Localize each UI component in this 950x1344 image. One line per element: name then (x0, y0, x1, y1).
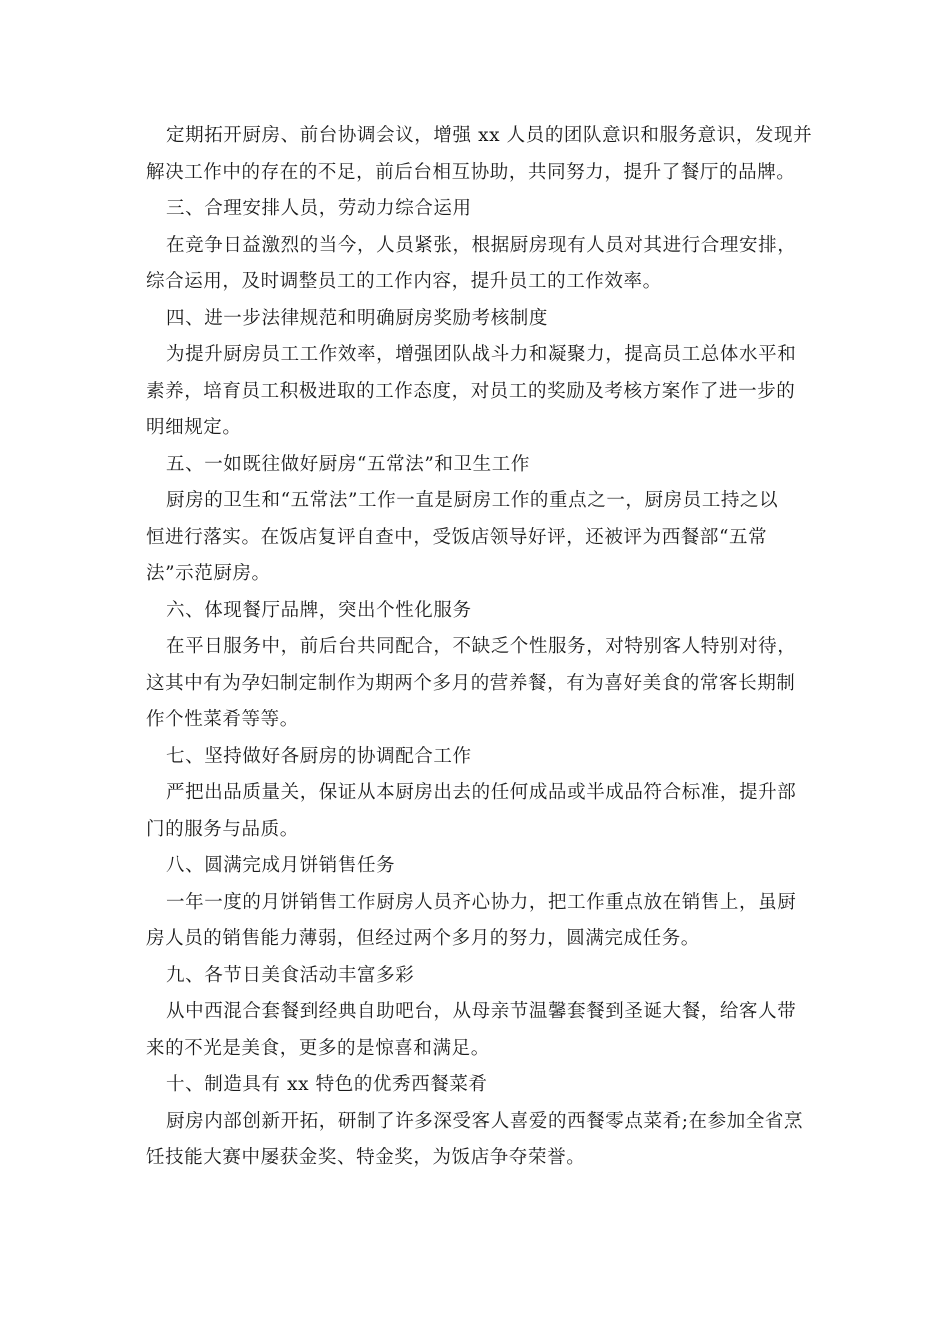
section-heading: 三、合理安排人员，劳动力综合运用 (166, 198, 472, 219)
paragraph-line: 来的不光是美食，更多的是惊喜和满足。 (146, 1037, 490, 1059)
paragraph-line: 房人员的销售能力薄弱，但经过两个多月的努力，圆满完成任务。 (146, 928, 700, 949)
paragraph-line: 解决工作中的存在的不足，前后台相互协助，共同努力，提升了餐厅的品牌。 (146, 161, 796, 183)
paragraph-line: 恒进行落实。在饭店复评自查中，受饭店领导好评，还被评为西餐部“五常 (146, 526, 768, 548)
section-heading: 六、体现餐厅品牌，突出个性化服务 (166, 599, 472, 621)
paragraph-line: 素养，培育员工积极进取的工作态度，对员工的奖励及考核方案作了进一步的 (146, 380, 796, 402)
paragraph-line: 作个性菜肴等等。 (146, 709, 299, 730)
paragraph-line: 在竞争日益激烈的当今，人员紧张，根据厨房现有人员对其进行合理安排， (166, 234, 797, 256)
section-heading: 五、一如既往做好厨房“五常法”和卫生工作 (166, 453, 530, 475)
paragraph-line: 为提升厨房员工工作效率，增强团队战斗力和凝聚力，提高员工总体水平和 (166, 344, 797, 365)
paragraph-line: 一年一度的月饼销售工作厨房人员齐心协力，把工作重点放在销售上，虽厨 (166, 891, 797, 913)
paragraph-line: 定期拓开厨房、前台协调会议，增强 xx 人员的团队意识和服务意识，发现并 (166, 125, 813, 146)
paragraph-line: 厨房的卫生和“五常法”工作一直是厨房工作的重点之一，厨房员工持之以 (166, 490, 779, 511)
paragraph-line: 严把出品质量关，保证从本厨房出去的任何成品或半成品符合标准，提升部 (166, 782, 797, 803)
paragraph-line: 从中西混合套餐到经典自助吧台，从母亲节温馨套餐到圣诞大餐，给客人带 (166, 1001, 797, 1022)
section-heading: 十、制造具有 xx 特色的优秀西餐菜肴 (166, 1074, 488, 1095)
section-heading: 八、圆满完成月饼销售任务 (166, 855, 396, 876)
paragraph-line: 这其中有为孕妇制定制作为期两个多月的营养餐，有为喜好美食的常客长期制 (146, 672, 796, 694)
paragraph-line: 明细规定。 (146, 417, 242, 438)
section-heading: 四、进一步法律规范和明确厨房奖励考核制度 (166, 307, 549, 329)
paragraph-line: 厨房内部创新开拓，研制了许多深受客人喜爱的西餐零点菜肴;在参加全省烹 (166, 1110, 804, 1132)
paragraph-line: 饪技能大赛中屡获金奖、特金奖，为饭店争夺荣誉。 (146, 1147, 586, 1168)
paragraph-line: 在平日服务中，前后台共同配合，不缺乏个性服务，对特别客人特别对待， (166, 636, 797, 657)
section-heading: 九、各节日美食活动丰富多彩 (166, 964, 415, 986)
paragraph-line: 门的服务与品质。 (146, 818, 299, 840)
section-heading: 七、坚持做好各厨房的协调配合工作 (166, 745, 472, 767)
paragraph-line: 综合运用，及时调整员工的工作内容，提升员工的工作效率。 (146, 271, 662, 292)
paragraph-line: 法”示范厨房。 (146, 563, 271, 584)
